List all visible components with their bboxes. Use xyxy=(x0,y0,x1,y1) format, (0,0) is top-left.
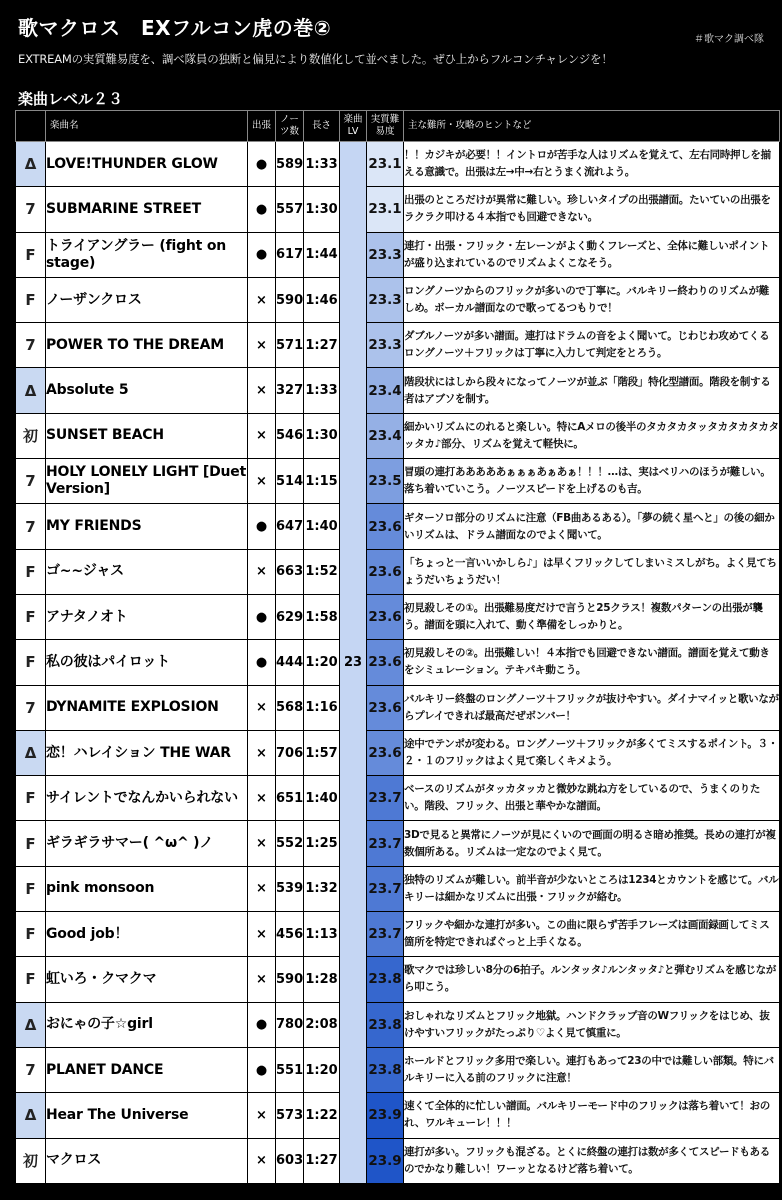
notes-count: 557 xyxy=(276,187,304,232)
dispatch-mark: × xyxy=(248,277,276,322)
table-row xyxy=(16,1047,780,1092)
song-name: トライアングラー (fight on stage) xyxy=(46,232,248,277)
table-row xyxy=(16,866,780,911)
song-length: 1:32 xyxy=(304,866,340,911)
real-difficulty: 23.6 xyxy=(367,640,404,685)
hint-text: 速くて全体的に忙しい譜面。バルキリーモード中のフリックは落ち着いて！おのれ、ワルキューレ！！！ xyxy=(404,1093,780,1138)
song-type-badge: F xyxy=(16,912,46,957)
notes-count: 590 xyxy=(276,277,304,322)
dispatch-mark: × xyxy=(248,1093,276,1138)
song-type-badge: F xyxy=(16,821,46,866)
real-difficulty: 23.9 xyxy=(367,1138,404,1183)
dispatch-mark: × xyxy=(248,549,276,594)
song-type-badge: 7 xyxy=(16,1047,46,1092)
table-row xyxy=(16,594,780,639)
col-type xyxy=(16,111,46,142)
song-name: SUNSET BEACH xyxy=(46,413,248,458)
song-type-badge: F xyxy=(16,277,46,322)
song-type-badge: F xyxy=(16,232,46,277)
dispatch-mark: ● xyxy=(248,640,276,685)
notes-count: 552 xyxy=(276,821,304,866)
hint-text: 連打が多い。フリックも混ざる。とくに終盤の連打は数が多くてスピードもあるのでかなり難しい！ワーッとなるけど落ち着いて。 xyxy=(404,1138,780,1183)
song-type-badge: 初 xyxy=(16,1138,46,1183)
hint-text: 連打・出張・フリック・左レーンがよく動くフレーズと、全体に難しいポイントが盛り込まれているのでリズムよくこなそう。 xyxy=(404,232,780,277)
song-length: 1:16 xyxy=(304,685,340,730)
table-row xyxy=(16,413,780,458)
song-name: SUBMARINE STREET xyxy=(46,187,248,232)
song-type-badge: Δ xyxy=(16,1093,46,1138)
table-row xyxy=(16,232,780,277)
table-row xyxy=(16,549,780,594)
song-type-badge: 7 xyxy=(16,187,46,232)
song-name: DYNAMITE EXPLOSION xyxy=(46,685,248,730)
hint-text: 初見殺しその②。出張難しい！４本指でも回避できない譜面。譜面を覚えて動きをシミュレーション。テキパキ動こう。 xyxy=(404,640,780,685)
song-length: 1:46 xyxy=(304,277,340,322)
song-type-badge: 7 xyxy=(16,459,46,504)
song-type-badge: 7 xyxy=(16,685,46,730)
dispatch-mark: ● xyxy=(248,232,276,277)
song-name: LOVE!THUNDER GLOW xyxy=(46,142,248,187)
song-name: Absolute 5 xyxy=(46,368,248,413)
table-row xyxy=(16,459,780,504)
col-length: 長さ xyxy=(304,111,340,142)
hint-text: おしゃれなリズムとフリック地獄。ハンドクラップ音のWフリックをはじめ、抜けやすいフリックがたっぷり♡よく見て慎重に。 xyxy=(404,1002,780,1047)
notes-count: 546 xyxy=(276,413,304,458)
table-row xyxy=(16,912,780,957)
table-row xyxy=(16,1093,780,1138)
hint-text: ホールドとフリック多用で楽しい。連打もあって23の中では難しい部類。特にバルキリーに入る前のフリックに注意！ xyxy=(404,1047,780,1092)
song-name: MY FRIENDS xyxy=(46,504,248,549)
song-length: 1:28 xyxy=(304,957,340,1002)
col-notes: ノーツ数 xyxy=(276,111,304,142)
hint-text: 細かいリズムにのれると楽しい。特にAメロの後半のタカタカタッタカタカタカタッタカ♪部分、リズムを覚えて軽快に。 xyxy=(404,413,780,458)
song-name: HOLY LONELY LIGHT [Duet Version] xyxy=(46,459,248,504)
song-length: 1:40 xyxy=(304,504,340,549)
notes-count: 617 xyxy=(276,232,304,277)
real-difficulty: 23.4 xyxy=(367,368,404,413)
hint-text: バルキリー終盤のロングノーツ＋フリックが抜けやすい。ダイナマイッと歌いながらプレイできれば最高だぜボンバー！ xyxy=(404,685,780,730)
table-row xyxy=(16,1138,780,1183)
song-level-cell: 23 xyxy=(340,142,367,1184)
song-name: Good job！ xyxy=(46,912,248,957)
table-row xyxy=(16,142,780,187)
song-length: 1:58 xyxy=(304,594,340,639)
table-row xyxy=(16,640,780,685)
notes-count: 327 xyxy=(276,368,304,413)
notes-count: 590 xyxy=(276,957,304,1002)
song-name: おにゃの子☆girl xyxy=(46,1002,248,1047)
real-difficulty: 23.4 xyxy=(367,413,404,458)
hint-text: ダブルノーツが多い譜面。連打はドラムの音をよく聞いて。じわじわ攻めてくるロングノーツ＋フリックは丁寧に入力して判定をとろう。 xyxy=(404,323,780,368)
col-real-diff: 実質難易度 xyxy=(367,111,404,142)
real-difficulty: 23.3 xyxy=(367,232,404,277)
song-length: 1:40 xyxy=(304,776,340,821)
dispatch-mark: × xyxy=(248,368,276,413)
table-body xyxy=(16,142,780,1184)
table-row xyxy=(16,277,780,322)
notes-count: 603 xyxy=(276,1138,304,1183)
song-name: pink monsoon xyxy=(46,866,248,911)
hashtag: ＃歌マク調べ隊 xyxy=(694,34,764,45)
song-name: ノーザンクロス xyxy=(46,277,248,322)
real-difficulty: 23.8 xyxy=(367,957,404,1002)
hint-text: 歌マクでは珍しい8分の6拍子。ルンタッタ♪ルンタッタ♪と弾むリズムを感じながら叩こう。 xyxy=(404,957,780,1002)
dispatch-mark: × xyxy=(248,730,276,775)
col-dispatch: 出張 xyxy=(248,111,276,142)
table-row xyxy=(16,685,780,730)
notes-count: 568 xyxy=(276,685,304,730)
song-type-badge: F xyxy=(16,866,46,911)
hint-text: ギターソロ部分のリズムに注意（FB曲あるある）。「夢の続く星へと」の後の細かいリズムは、ドラム譜面なのでよく聞いて。 xyxy=(404,504,780,549)
table-header-row xyxy=(16,111,780,142)
song-type-badge: Δ xyxy=(16,368,46,413)
dispatch-mark: × xyxy=(248,323,276,368)
dispatch-mark: × xyxy=(248,459,276,504)
col-hint: 主な難所・攻略のヒントなど xyxy=(404,111,780,142)
song-length: 1:33 xyxy=(304,368,340,413)
song-name: 私の彼はパイロット xyxy=(46,640,248,685)
notes-count: 780 xyxy=(276,1002,304,1047)
real-difficulty: 23.7 xyxy=(367,912,404,957)
real-difficulty: 23.7 xyxy=(367,866,404,911)
real-difficulty: 23.3 xyxy=(367,277,404,322)
notes-count: 573 xyxy=(276,1093,304,1138)
real-difficulty: 23.7 xyxy=(367,776,404,821)
real-difficulty: 23.6 xyxy=(367,730,404,775)
song-type-badge: Δ xyxy=(16,142,46,187)
table-row xyxy=(16,187,780,232)
difficulty-table xyxy=(15,110,780,1184)
hint-text: フリックや細かな連打が多い。この曲に限らず苦手フレーズは画面録画してミス箇所を特定できればぐっと上手くなる。 xyxy=(404,912,780,957)
notes-count: 551 xyxy=(276,1047,304,1092)
song-type-badge: Δ xyxy=(16,730,46,775)
song-name: マクロス xyxy=(46,1138,248,1183)
notes-count: 629 xyxy=(276,594,304,639)
song-name: アナタノオト xyxy=(46,594,248,639)
real-difficulty: 23.6 xyxy=(367,685,404,730)
real-difficulty: 23.8 xyxy=(367,1047,404,1092)
real-difficulty: 23.6 xyxy=(367,549,404,594)
dispatch-mark: × xyxy=(248,1138,276,1183)
song-name: Hear The Universe xyxy=(46,1093,248,1138)
notes-count: 589 xyxy=(276,142,304,187)
song-type-badge: F xyxy=(16,594,46,639)
real-difficulty: 23.3 xyxy=(367,323,404,368)
song-name: サイレントでなんかいられない xyxy=(46,776,248,821)
dispatch-mark: ● xyxy=(248,1047,276,1092)
song-length: 1:15 xyxy=(304,459,340,504)
hint-text: ！！カジキが必要！！イントロが苦手な人はリズムを覚えて、左右同時押しを揃える意識で。出張は左→中→右とうまく流れよう。 xyxy=(404,142,780,187)
song-length: 1:57 xyxy=(304,730,340,775)
song-length: 1:30 xyxy=(304,187,340,232)
song-type-badge: F xyxy=(16,776,46,821)
notes-count: 571 xyxy=(276,323,304,368)
song-name: ゴ~~ジャス xyxy=(46,549,248,594)
real-difficulty: 23.9 xyxy=(367,1093,404,1138)
hint-text: 初見殺しその①。出張難易度だけで言うと25クラス！複数パターンの出張が襲う。譜面を頭に入れて、動く準備をしっかりと。 xyxy=(404,594,780,639)
song-name: PLANET DANCE xyxy=(46,1047,248,1092)
dispatch-mark: × xyxy=(248,413,276,458)
hint-text: 途中でテンポが変わる。ロングノーツ＋フリックが多くてミスするポイント。３・２・１のフリックはよく見て楽しくキメよう。 xyxy=(404,730,780,775)
hint-text: 階段状にはしから段々になってノーツが並ぶ「階段」特化型譜面。階段を制する者はアブソを制す。 xyxy=(404,368,780,413)
dispatch-mark: ● xyxy=(248,594,276,639)
table-row xyxy=(16,957,780,1002)
notes-count: 444 xyxy=(276,640,304,685)
hint-text: ロングノーツからのフリックが多いので丁寧に。バルキリー終わりのリズムが難しめ。ボーカル譜面なので歌ってるつもりで！ xyxy=(404,277,780,322)
dispatch-mark: ● xyxy=(248,504,276,549)
real-difficulty: 23.5 xyxy=(367,459,404,504)
dispatch-mark: × xyxy=(248,912,276,957)
real-difficulty: 23.8 xyxy=(367,1002,404,1047)
dispatch-mark: ● xyxy=(248,142,276,187)
table-row xyxy=(16,821,780,866)
song-type-badge: Δ xyxy=(16,1002,46,1047)
notes-count: 539 xyxy=(276,866,304,911)
song-name: 虹いろ・クマクマ xyxy=(46,957,248,1002)
notes-count: 647 xyxy=(276,504,304,549)
page-subtitle: EXTREAMの実質難易度を、調べ隊員の独断と偏見により数値化して並べました。ぜひ上からフルコンチャレンジを！ xyxy=(18,52,613,66)
real-difficulty: 23.6 xyxy=(367,504,404,549)
dispatch-mark: ● xyxy=(248,1002,276,1047)
table-row xyxy=(16,368,780,413)
song-type-badge: 7 xyxy=(16,504,46,549)
col-name: 楽曲名 xyxy=(46,111,248,142)
song-length: 1:44 xyxy=(304,232,340,277)
section-title: 楽曲レベル２３ xyxy=(18,90,124,108)
dispatch-mark: × xyxy=(248,866,276,911)
song-length: 2:08 xyxy=(304,1002,340,1047)
song-length: 1:25 xyxy=(304,821,340,866)
notes-count: 706 xyxy=(276,730,304,775)
song-type-badge: F xyxy=(16,549,46,594)
table-row xyxy=(16,323,780,368)
hint-text: 冒頭の連打あああああぁぁぁあぁあぁ！！！…は、実はベリハのほうが難しい。落ち着いていこう。ノーツスピードを上げるのも吉。 xyxy=(404,459,780,504)
song-type-badge: 7 xyxy=(16,323,46,368)
hint-text: 出張のところだけが異常に難しい。珍しいタイプの出張譜面。たいていの出張をラクラク叩ける４本指でも回避できない。 xyxy=(404,187,780,232)
table-row xyxy=(16,776,780,821)
notes-count: 456 xyxy=(276,912,304,957)
hint-text: 独特のリズムが難しい。前半音が少ないところは1234とカウントを感じて。バルキリーは細かなリズムに出張・フリックが絡む。 xyxy=(404,866,780,911)
hint-text: 3Dで見ると異常にノーツが見にくいので画面の明るさ暗め推奨。長めの連打が複数個所ある。リズムは一定なのでよく見て。 xyxy=(404,821,780,866)
song-name: 恋！ハレイション THE WAR xyxy=(46,730,248,775)
table-row xyxy=(16,1002,780,1047)
dispatch-mark: × xyxy=(248,957,276,1002)
song-length: 1:30 xyxy=(304,413,340,458)
page-title: 歌マクロス EXフルコン虎の巻② xyxy=(18,16,332,40)
song-length: 1:52 xyxy=(304,549,340,594)
notes-count: 651 xyxy=(276,776,304,821)
real-difficulty: 23.7 xyxy=(367,821,404,866)
dispatch-mark: ● xyxy=(248,187,276,232)
real-difficulty: 23.1 xyxy=(367,142,404,187)
song-type-badge: F xyxy=(16,640,46,685)
table-row xyxy=(16,730,780,775)
dispatch-mark: × xyxy=(248,821,276,866)
song-length: 1:13 xyxy=(304,912,340,957)
song-length: 1:22 xyxy=(304,1093,340,1138)
table-row xyxy=(16,504,780,549)
col-song-lv: 楽曲LV xyxy=(340,111,367,142)
dispatch-mark: × xyxy=(248,776,276,821)
song-type-badge: 初 xyxy=(16,413,46,458)
song-length: 1:20 xyxy=(304,1047,340,1092)
hint-text: ベースのリズムがタッカタッカと微妙な跳ね方をしているので、うまくのりたい。階段、フリック、出張と華やかな譜面。 xyxy=(404,776,780,821)
song-type-badge: F xyxy=(16,957,46,1002)
song-length: 1:20 xyxy=(304,640,340,685)
real-difficulty: 23.1 xyxy=(367,187,404,232)
notes-count: 663 xyxy=(276,549,304,594)
song-length: 1:33 xyxy=(304,142,340,187)
song-length: 1:27 xyxy=(304,1138,340,1183)
dispatch-mark: × xyxy=(248,685,276,730)
hint-text: 「ちょっと一言いいかしら♪」は早くフリックしてしまいミスしがち。よく見てちょうだいちょうだい！ xyxy=(404,549,780,594)
real-difficulty: 23.6 xyxy=(367,594,404,639)
notes-count: 514 xyxy=(276,459,304,504)
song-name: ギラギラサマー( ^ω^ )ノ xyxy=(46,821,248,866)
song-length: 1:27 xyxy=(304,323,340,368)
song-name: POWER TO THE DREAM xyxy=(46,323,248,368)
